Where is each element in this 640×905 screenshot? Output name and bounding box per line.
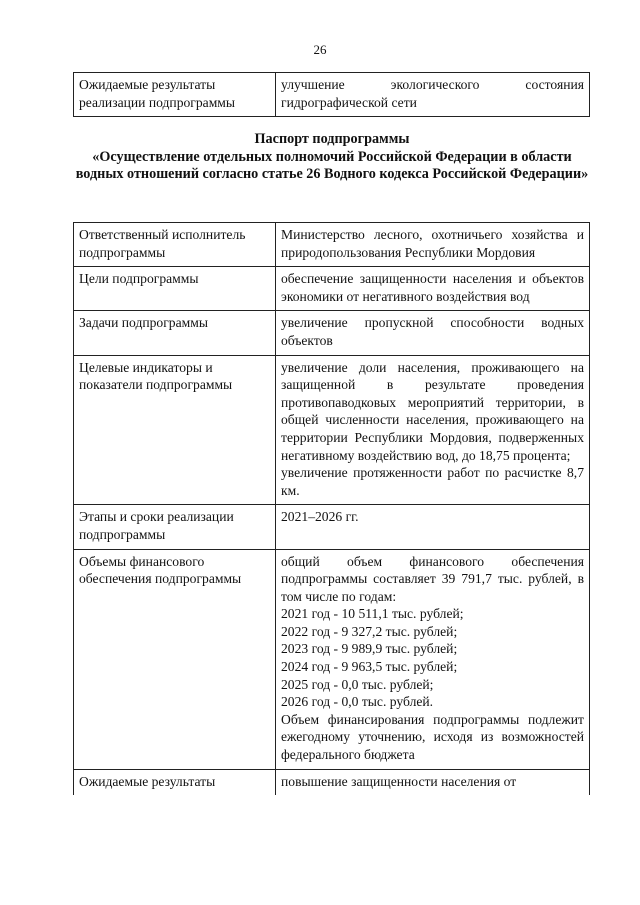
table-row	[74, 355, 590, 505]
row-label: Цели подпрограммы	[74, 267, 276, 311]
passport-heading: Паспорт подпрограммы	[254, 131, 410, 147]
row-line: обеспечение защищенности населения и объектов экономики от негативного воздействия вод	[281, 271, 584, 304]
row-value	[276, 505, 590, 549]
row-label: Задачи подпрограммы	[74, 311, 276, 355]
row-label: Этапы и сроки реализации подпрограммы	[74, 505, 276, 549]
table-row	[74, 505, 590, 549]
row-line: 2021 год - 10 511,1 тыс. рублей;	[281, 606, 464, 622]
page-number: 26	[313, 42, 327, 57]
row-line: 2024 год - 9 963,5 тыс. рублей;	[281, 659, 458, 675]
row-line: 2022 год - 9 327,2 тыс. рублей;	[281, 623, 458, 639]
table-row	[74, 267, 590, 311]
row-line: увеличение доли населения, проживающего на защищенной в результате проведения противопаводковых мероприятий территории, в общей численности населения, проживающего на территории Республики Мордовия, подверженных негативному воздействию вод, до 18,75 процента;	[281, 359, 584, 463]
row-line: 2025 год - 0,0 тыс. рублей;	[281, 676, 434, 692]
row-label: Целевые индикаторы и показатели подпрограммы	[74, 355, 276, 505]
row-label: Ожидаемые результаты	[74, 769, 276, 795]
expected-results-table-continued	[73, 72, 590, 117]
table-row	[74, 769, 590, 795]
row-label: Объемы финансового обеспечения подпрограммы	[74, 549, 276, 769]
row-value	[276, 311, 590, 355]
table-row	[74, 311, 590, 355]
subprogram-name: «Осуществление отдельных полномочий Российской Федерации в области водных отношений согласно статье 26 Водного кодекса Российской Федерации»	[75, 148, 589, 183]
table-row	[74, 73, 590, 117]
table-row	[74, 549, 590, 769]
row-label: Ответственный исполнитель подпрограммы	[74, 223, 276, 267]
passport-table	[73, 222, 590, 795]
row-line: повышение защищенности населения от	[281, 773, 517, 789]
row-line: увеличение пропускной способности водных объектов	[281, 315, 584, 348]
row-value	[276, 769, 590, 795]
row-line: 2023 год - 9 989,9 тыс. рублей;	[281, 641, 458, 657]
row-line: Объем финансирования подпрограммы подлежит ежегодному уточнению, исходя из возможностей федерального бюджета	[281, 711, 584, 763]
row-value	[276, 355, 590, 505]
row-value	[276, 267, 590, 311]
table-row	[74, 223, 590, 267]
row-line: увеличение протяженности работ по расчистке 8,7 км.	[281, 465, 584, 498]
row-value	[276, 223, 590, 267]
row-line: общий объем финансового обеспечения подпрограммы составляет 39 791,7 тыс. рублей, в том числе по годам:	[281, 553, 584, 604]
row-line: 2021–2026 гг.	[281, 509, 359, 525]
row-value: улучшение экологического состояния гидрографической сети	[276, 73, 590, 117]
row-label: Ожидаемые результаты реализации подпрограммы	[74, 73, 276, 117]
passport-title	[70, 131, 594, 184]
row-line: Министерство лесного, охотничьего хозяйства и природопользования Республики Мордовия	[281, 227, 584, 260]
row-line: 2026 год - 0,0 тыс. рублей.	[281, 694, 434, 710]
row-value	[276, 549, 590, 769]
